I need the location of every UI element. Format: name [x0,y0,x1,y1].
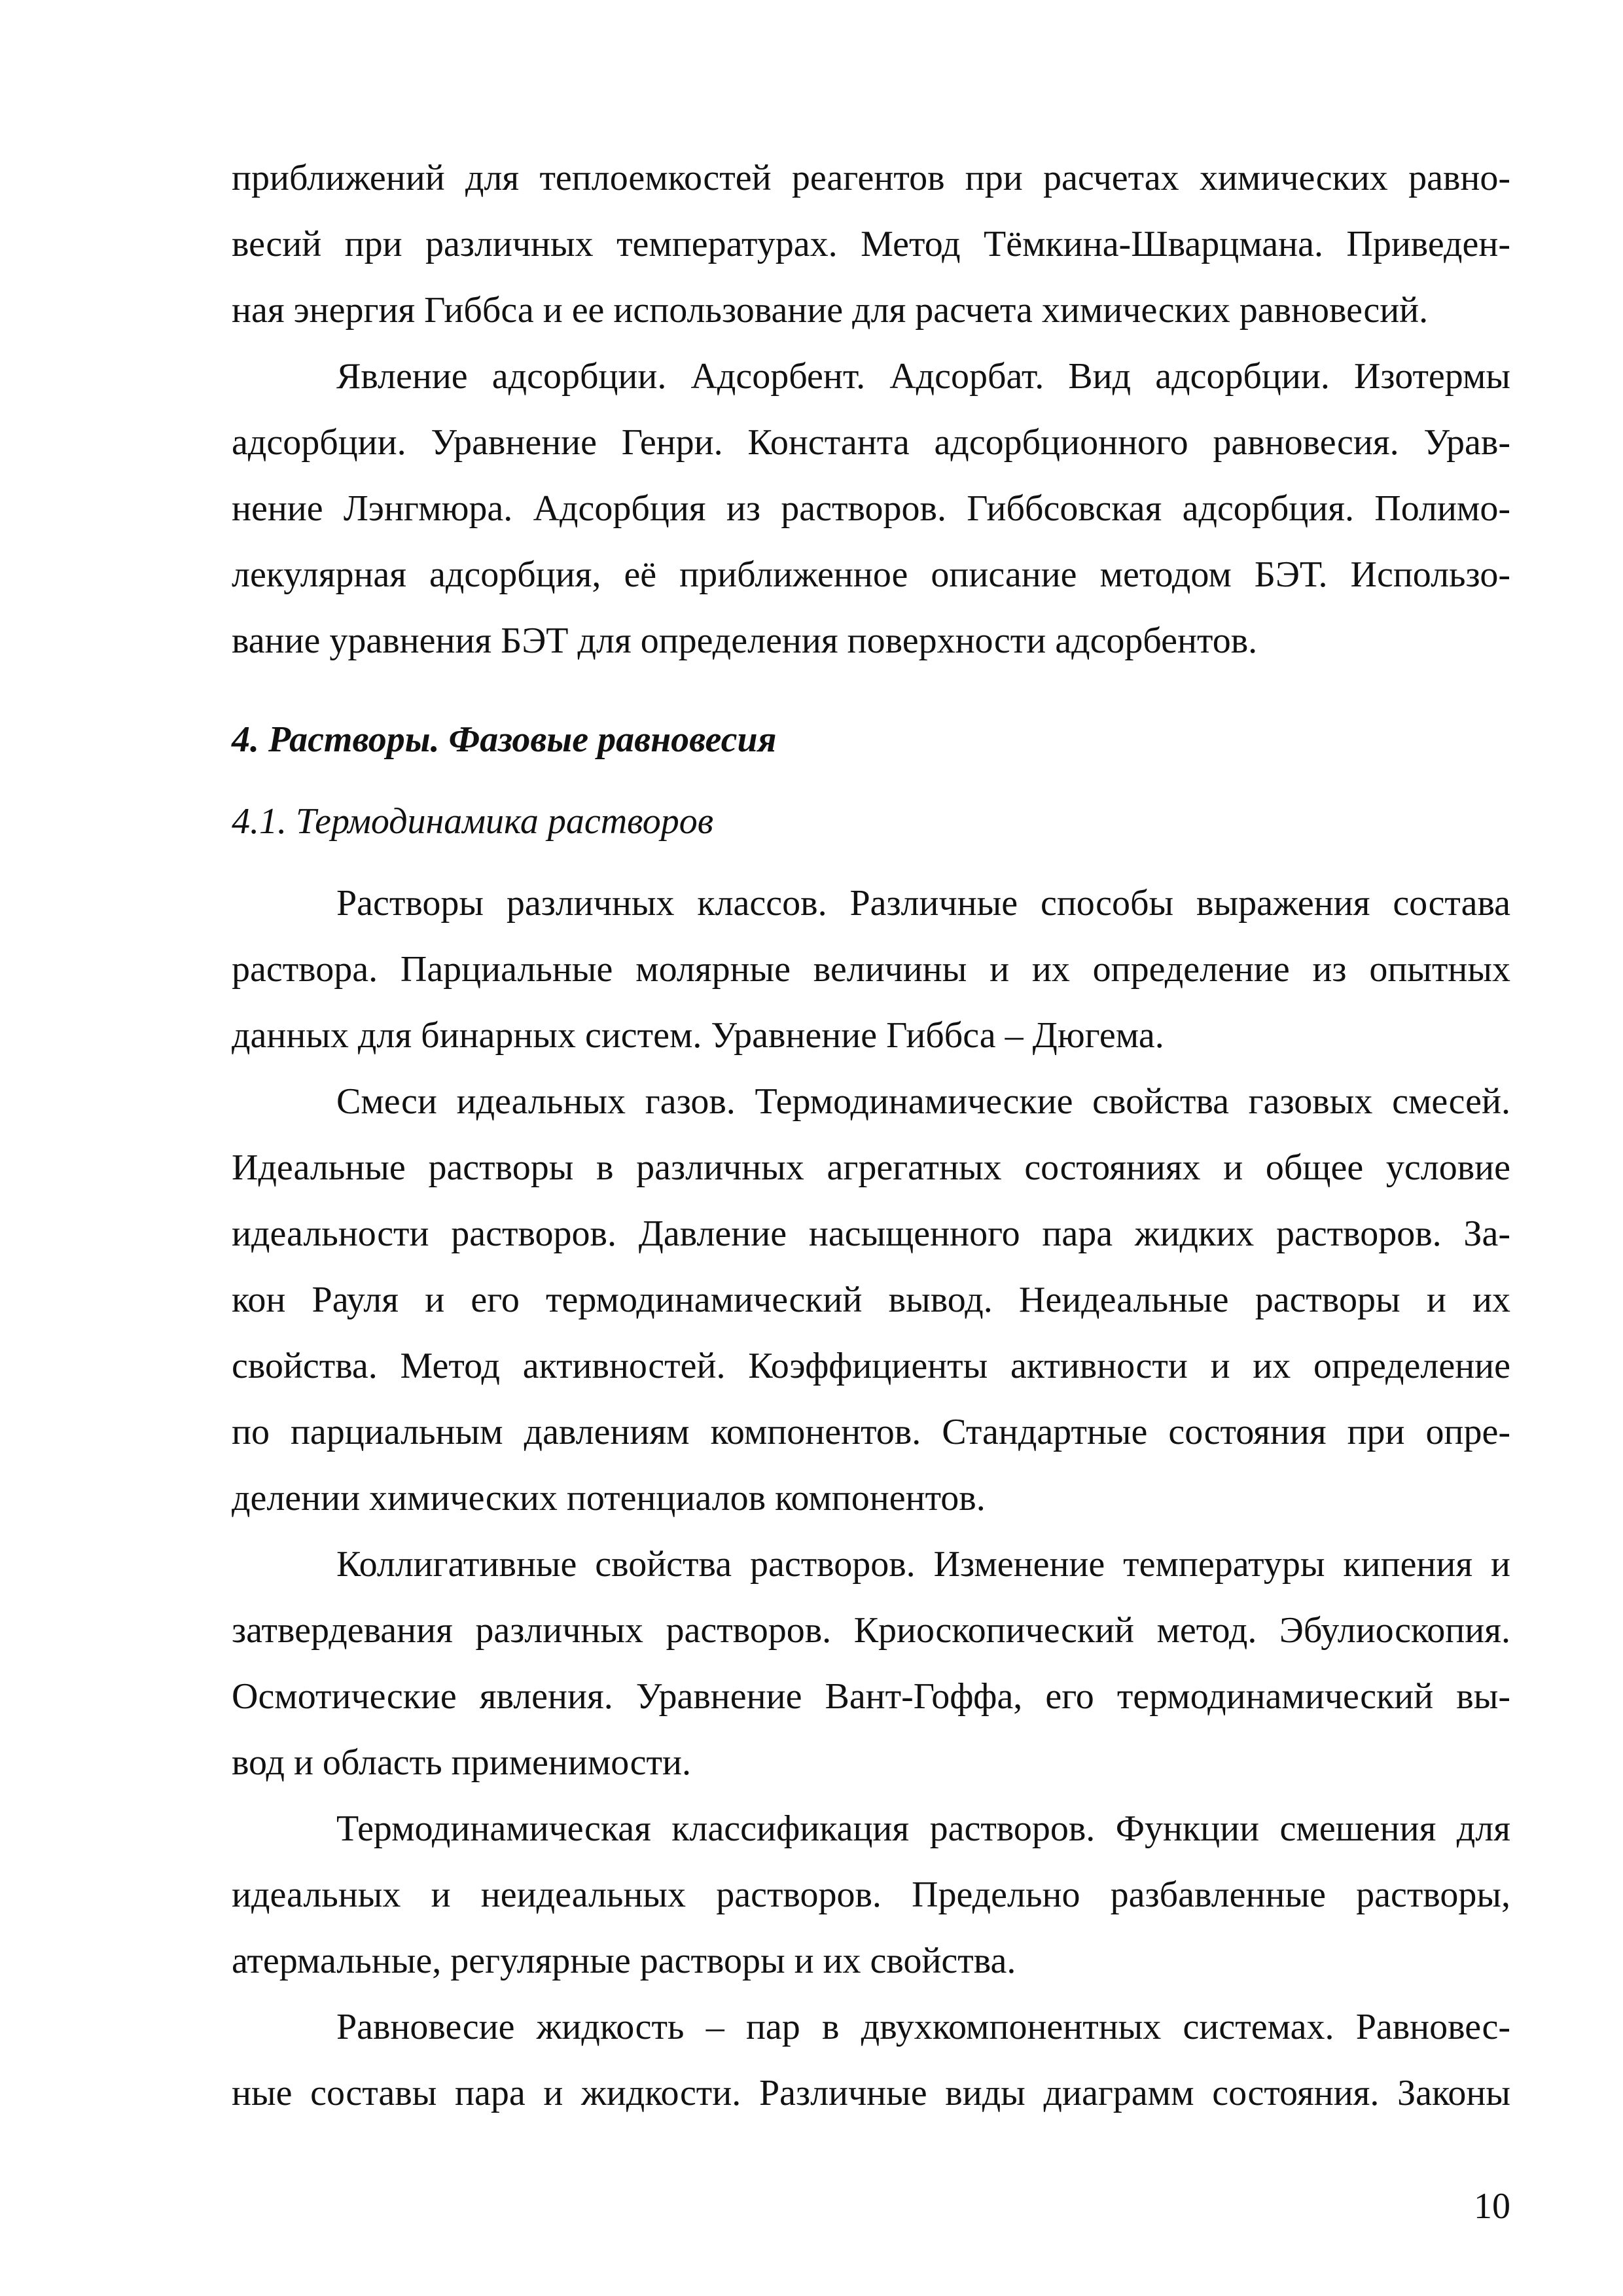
page-number: 10 [1474,2186,1510,2227]
text-line: по парциальным давлениям компонентов. Стандартные состояния при опре- [232,1412,1510,1452]
text-line: свойства. Метод активностей. Коэффициенты активности и их определение [232,1346,1510,1386]
section-heading: 4. Растворы. Фазовые равновесия [232,719,777,760]
paragraph [232,145,1510,344]
text-line: данных для бинарных систем. Уравнение Гиббса – Дюгема. [232,1015,1164,1056]
text-line: адсорбции. Уравнение Генри. Константа адсорбционного равновесия. Урав- [232,422,1510,463]
text-line: ные составы пара и жидкости. Различные виды диаграмм состояния. Законы [232,2073,1510,2113]
text-line: идеальности растворов. Давление насыщенного пара жидких растворов. За- [232,1213,1510,1254]
text-line: Смеси идеальных газов. Термодинамические свойства газовых смесей. [336,1081,1510,1122]
text-line: ная энергия Гиббса и ее использование для расчета химических равновесий. [232,290,1429,331]
text-line: Термодинамическая классификация растворов. Функции смешения для [336,1808,1510,1849]
text-line: Идеальные растворы в различных агрегатных состояниях и общее условие [232,1147,1510,1188]
paragraph [232,870,1510,1069]
paragraph [232,1532,1510,1796]
paragraph [232,1994,1510,2126]
text-line: нение Лэнгмюра. Адсорбция из растворов. Гиббсовская адсорбция. Полимо- [232,488,1510,529]
document-page [232,145,1510,2126]
text-line: Равновесие жидкость – пар в двухкомпонентных системах. Равновес- [336,2007,1510,2047]
text-line: делении химических потенциалов компонентов. [232,1478,986,1518]
text-line: кон Рауля и его термодинамический вывод. Неидеальные растворы и их [232,1280,1510,1320]
paragraph [232,1796,1510,1994]
text-line: Коллигативные свойства растворов. Изменение температуры кипения и [336,1544,1510,1585]
text-line: раствора. Парциальные молярные величины и их определение из опытных [232,949,1510,990]
text-line: Осмотические явления. Уравнение Вант-Гоффа, его термодинамический вы- [232,1676,1510,1717]
paragraph [232,1069,1510,1532]
subsection-heading: 4.1. Термодинамика растворов [232,801,714,842]
text-line: лекулярная адсорбция, её приближенное описание методом БЭТ. Использо- [232,554,1510,595]
text-line: вание уравнения БЭТ для определения поверхности адсорбентов. [232,620,1258,661]
text-line: идеальных и неидеальных растворов. Предельно разбавленные растворы, [232,1874,1510,1915]
paragraph [232,344,1510,674]
text-line: Явление адсорбции. Адсорбент. Адсорбат. Вид адсорбции. Изотермы [336,356,1510,397]
text-line: весий при различных температурах. Метод Тёмкина-Шварцмана. Приведен- [232,224,1510,264]
text-line: вод и область применимости. [232,1742,691,1783]
text-line: атермальные, регулярные растворы и их свойства. [232,1941,1016,1981]
text-line: приближений для теплоемкостей реагентов при расчетах химических равно- [232,158,1510,198]
text-line: Растворы различных классов. Различные способы выражения состава [336,883,1510,924]
text-line: затвердевания различных растворов. Криоскопический метод. Эбулиоскопия. [232,1610,1510,1651]
